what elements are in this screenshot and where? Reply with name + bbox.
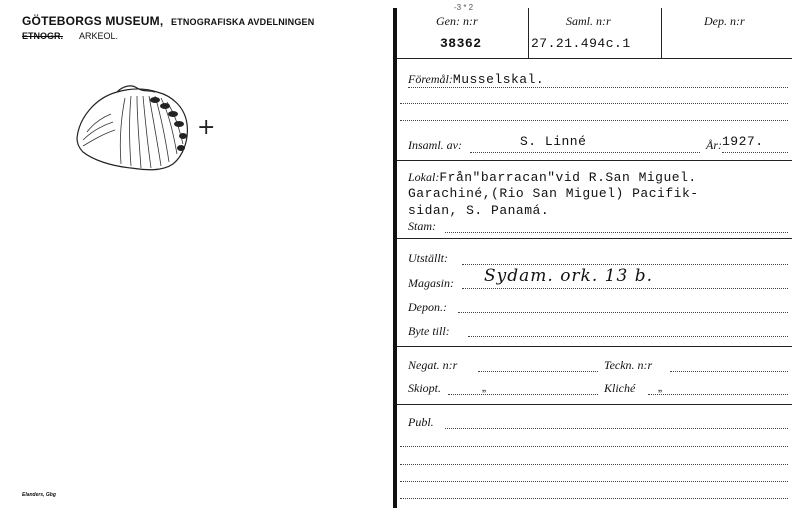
negat-line [478,371,598,372]
department-subline [22,31,118,41]
lokal-line-3: sidan, S. Panamá. [408,203,550,218]
magasin-label: Magasin: [408,276,454,290]
magasin-line [462,288,788,289]
column-separator [528,8,529,58]
saml-number: 27.21.494c.1 [531,36,631,51]
insaml-value: S. Linné [520,134,587,149]
byte-label: Byte till: [408,324,450,338]
lokal-label: Lokal: [408,170,440,184]
insaml-label: Insaml. av: [408,138,462,152]
kliche-ditto: „ [658,380,662,394]
skiopt-ditto: „ [482,380,486,394]
foremal-row [408,70,544,88]
gen-number: 38362 [440,36,482,51]
foremal-line [408,87,788,88]
section-rule [397,346,792,347]
card-divider [393,8,397,508]
insaml-line [470,152,700,153]
kliche-line [648,394,788,395]
depon-label: Depon.: [408,300,447,314]
printer-imprint: Elanders, Gbg [22,492,56,498]
skiopt-line [448,394,598,395]
teckn-label: Teckn. n:r [604,358,653,372]
byte-line [468,336,788,337]
section-rule [397,404,792,405]
saml-label: Saml. n:r [566,14,611,28]
publ-label: Publ. [408,415,434,429]
foremal-label: Föremål: [408,72,453,86]
utstallt-line [462,264,788,265]
shell-sketch-image [65,78,225,178]
stam-label: Stam: [408,219,436,233]
ar-line [722,152,788,153]
publ-line [445,428,788,429]
museum-name: GÖTEBORGS MUSEUM, [22,14,164,28]
header-rule [397,58,792,59]
skiopt-label: Skiopt. [408,381,441,395]
struck-department: ETNOGR. [22,31,64,41]
publ-line [400,481,788,482]
section-rule [397,238,792,239]
lokal-row [408,168,697,186]
lokal-line-1: Från"barracan"vid R.San Miguel. [439,170,697,185]
publ-line [400,446,788,447]
department-name: ETNOGRAFISKA AVDELNINGEN [170,17,315,27]
sketch-mark: + [197,115,216,140]
negat-label: Negat. n:r [408,358,458,372]
section-rule [397,160,792,161]
gen-stamp: -3 * 2 [454,3,474,12]
museum-header [22,14,314,28]
depon-line [458,312,788,313]
publ-line [400,464,788,465]
foremal-line [400,103,788,104]
dep-label: Dep. n:r [704,14,745,28]
column-separator [661,8,662,58]
arkeol-label: ARKEOL. [79,31,119,41]
ar-label: År: [706,138,722,152]
teckn-line [670,371,788,372]
ar-value: 1927. [722,134,764,149]
foremal-value: Musselskal. [452,72,545,87]
lokal-line-2: Garachiné,(Rio San Miguel) Pacifik- [408,186,699,201]
gen-label: Gen: n:r [436,14,478,28]
publ-line [400,498,788,499]
magasin-value: Sydam. ork. 13 b. [484,266,653,286]
stam-line [445,232,788,233]
utstallt-label: Utställt: [408,251,449,265]
kliche-label: Kliché [604,381,636,395]
foremal-line [400,120,788,121]
